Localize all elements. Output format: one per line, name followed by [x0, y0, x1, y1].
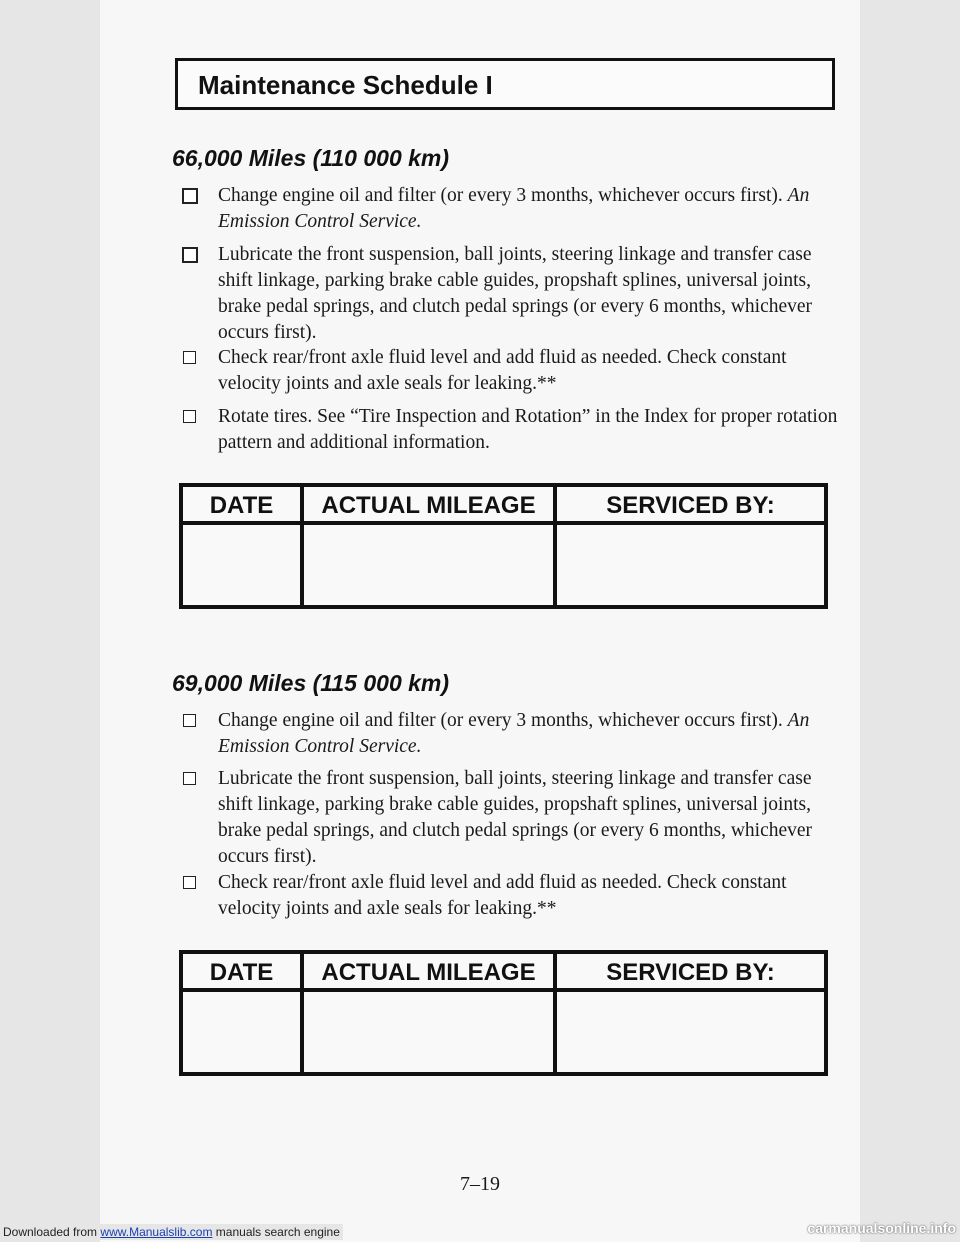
checklist-item — [183, 708, 838, 760]
item-text: Check rear/front axle fluid level and add fluid as needed. Check constant velocity joints and axle seals for leaking.** — [218, 872, 787, 919]
checkbox[interactable] — [183, 772, 196, 785]
checklist-item — [183, 404, 838, 456]
checkbox[interactable] — [183, 410, 196, 423]
watermark: carmanualsonline.info — [807, 1220, 956, 1236]
checklist-item — [183, 242, 838, 346]
item-text: Check rear/front axle fluid level and add fluid as needed. Check constant velocity joints and axle seals for leaking.** — [218, 347, 787, 394]
service-log-table — [179, 483, 828, 609]
checkbox[interactable] — [183, 351, 196, 364]
checklist-item — [183, 183, 838, 235]
checkbox[interactable] — [182, 247, 198, 263]
service-log-table — [179, 950, 828, 1076]
footer-prefix: Downloaded from — [3, 1225, 98, 1239]
header-actual-mileage: ACTUAL MILEAGE — [321, 492, 536, 519]
item-text: Rotate tires. See “Tire Inspection and Rotation” in the Index for proper rotation pattern and additional information. — [218, 406, 838, 453]
item-emphasis: An Emission Control Service. — [218, 710, 810, 757]
checkbox[interactable] — [182, 188, 198, 204]
checkbox[interactable] — [183, 714, 196, 727]
item-text: Lubricate the front suspension, ball joints, steering linkage and transfer case shift linkage, parking brake cable guides, propshaft splines, universal joints, brake pedal springs, and clutch pedal springs (or every 6 months, whichever occurs first). — [218, 768, 813, 867]
header-actual-mileage: ACTUAL MILEAGE — [321, 959, 536, 986]
item-emphasis: An Emission Control Service. — [218, 185, 810, 232]
item-text: Change engine oil and filter (or every 3 months, whichever occurs first). — [218, 710, 783, 731]
header-serviced-by: SERVICED BY: — [606, 959, 775, 986]
item-text: Change engine oil and filter (or every 3 months, whichever occurs first). — [218, 185, 783, 206]
footer-suffix: manuals search engine — [215, 1225, 340, 1239]
header-date: DATE — [209, 959, 274, 986]
checklist-item — [183, 766, 838, 870]
checkbox[interactable] — [183, 876, 196, 889]
page-title: Maintenance Schedule I — [198, 70, 493, 100]
page-number: 7–19 — [460, 1173, 500, 1195]
title-box — [175, 58, 835, 110]
download-footer — [0, 1224, 343, 1240]
manualslib-link[interactable]: www.Manualslib.com — [100, 1225, 213, 1239]
checklist-item — [183, 345, 838, 397]
header-date: DATE — [209, 492, 274, 519]
section-heading-66000: 66,000 Miles (110 000 km) — [172, 145, 450, 171]
section-heading-69000: 69,000 Miles (115 000 km) — [172, 670, 450, 696]
item-text: Lubricate the front suspension, ball joints, steering linkage and transfer case shift linkage, parking brake cable guides, propshaft splines, universal joints, brake pedal springs, and clutch pedal springs (or every 6 months, whichever occurs first). — [218, 244, 813, 343]
header-serviced-by: SERVICED BY: — [606, 492, 775, 519]
checklist-item — [183, 870, 838, 922]
